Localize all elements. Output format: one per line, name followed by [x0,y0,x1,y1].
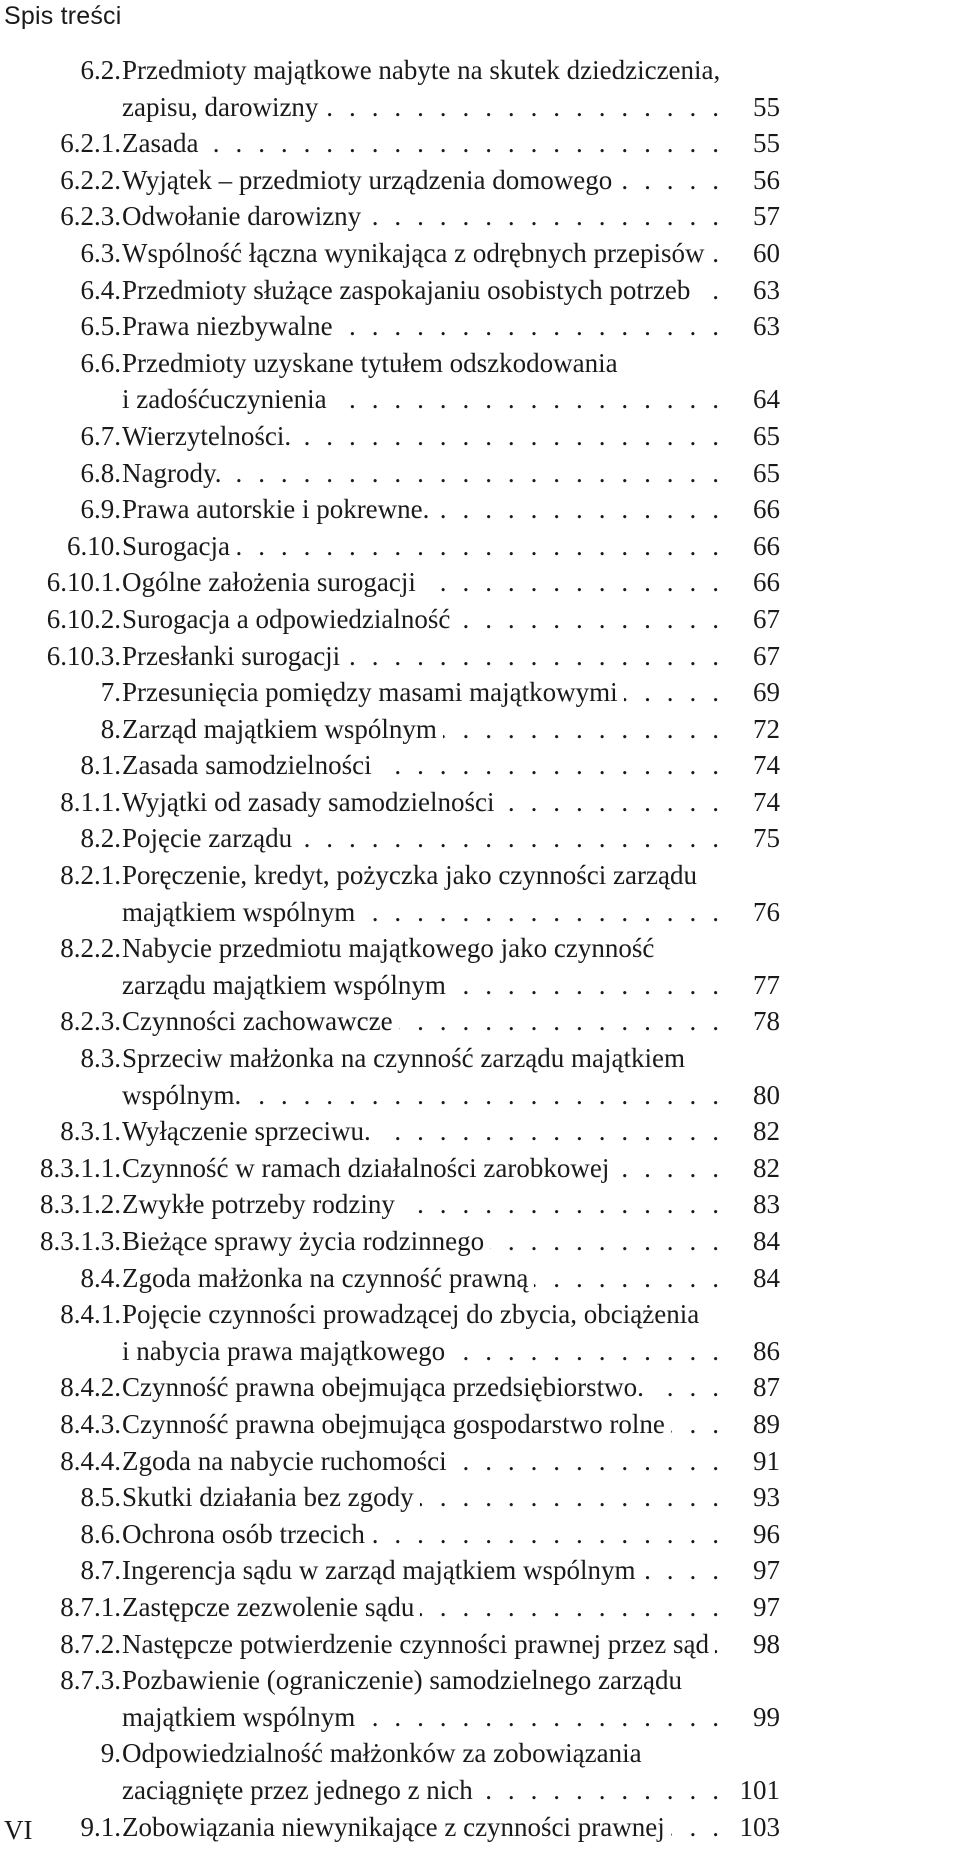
toc-entry-title: i zadośćuczynienia [122,384,333,414]
toc-entry[interactable] [0,1150,960,1187]
toc-entry-number: 8.4.1. [60,1299,121,1330]
toc-entry-number: 8.6. [80,1518,121,1549]
toc-entry-title: Wyłączenie sprzeciwu. [122,1116,377,1146]
toc-entry-page: 97 [753,1591,780,1622]
toc-entry[interactable] [0,1626,960,1663]
toc-entry-title: Wierzytelności. [122,421,297,451]
toc-entry-number: 8.4.3. [60,1408,121,1439]
toc-entry-number: 8. [100,713,121,744]
toc-entry[interactable] [0,857,960,930]
toc-entry-number: 8.3.1.2. [40,1189,121,1220]
toc-entry-number: 8.3.1. [60,1116,121,1147]
toc-entry-title: Odwołanie darowizny [122,201,367,231]
toc-entry-title: Czynność prawna obejmująca gospodarstwo rolne [122,1409,671,1439]
toc-entry-number: 6.7. [80,420,121,451]
toc-entry[interactable] [0,638,960,675]
toc-entry-title: wspólnym. [122,1080,247,1110]
toc-entry-page: 93 [753,1482,780,1513]
page-number: VI [4,1815,33,1845]
toc-entry-title: Zobowiązania niewynikające z czynności prawnej [122,1812,671,1842]
toc-entry-title: Ochrona osób trzecich [122,1519,371,1549]
toc-entry-title: Czynność w ramach działalności zarobkowej [122,1153,615,1183]
toc-entry-title: Zasada [122,128,204,158]
toc-entry-number: 8.7.3. [60,1665,121,1696]
toc-entry-title: Przedmioty majątkowe nabyte na skutek dziedziczenia, [122,55,726,85]
toc-entry-page: 78 [753,1006,780,1037]
toc-entry-title: i nabycia prawa majątkowego [122,1336,451,1366]
toc-entry-title: Odpowiedzialność małżonków za zobowiązania [122,1738,648,1768]
toc-entry[interactable] [0,1223,960,1260]
toc-entry-number: 8.3.1.1. [40,1152,121,1183]
toc-entry-title: Przesłanki surogacji [122,641,346,671]
toc-entry-number: 6.3. [80,237,121,268]
toc-entry-page: 65 [753,457,780,488]
toc-entry[interactable] [0,1406,960,1443]
toc-entry[interactable] [0,1735,960,1808]
toc-entry-number: 8.7.2. [60,1628,121,1659]
toc-entry-number: 6.10.1. [46,567,121,598]
toc-entry-title: zaciągnięte przez jednego z nich [122,1775,479,1805]
toc-entry-title: Surogacja [122,531,236,561]
toc-entry-number: 9.1. [80,1811,121,1842]
toc-entry[interactable] [0,52,960,125]
toc-entry-title: Przesunięcia pomiędzy masami majątkowymi [122,677,624,707]
toc-entry[interactable] [0,1113,960,1150]
toc-entry-number: 8.5. [80,1482,121,1513]
toc-entry-title: Nagrody. [122,458,227,488]
toc-entry[interactable] [0,1479,960,1516]
toc-entry[interactable] [0,674,960,711]
toc-entry-number: 7. [100,677,121,708]
toc-entry-number: 8.7. [80,1555,121,1586]
toc-entry-page: 66 [753,530,780,561]
table-of-contents [0,52,960,1845]
toc-entry-title: Czynność prawna obejmująca przedsiębiorstwo. [122,1372,650,1402]
toc-entry[interactable] [0,272,960,309]
toc-entry-page: 84 [753,1262,780,1293]
toc-entry-page: 97 [753,1555,780,1586]
toc-entry-number: 6.2.1. [60,128,121,159]
toc-entry-number: 8.3.1.3. [40,1226,121,1256]
toc-entry[interactable] [0,930,960,1003]
toc-entry-page: 63 [753,311,780,342]
toc-entry-number: 6.4. [80,274,121,305]
toc-entry-number: 6.2.2. [60,164,121,195]
toc-entry-title: Pozbawienie (ograniczenie) samodzielnego zarządu [122,1665,688,1695]
toc-entry-page: 84 [753,1226,780,1256]
toc-entry-page: 64 [753,384,780,415]
toc-entry[interactable] [0,1552,960,1589]
toc-entry[interactable] [0,491,960,528]
toc-entry[interactable] [0,747,960,784]
toc-entry-number: 6.2.3. [60,201,121,232]
toc-entry-number: 6.10.2. [46,603,121,634]
toc-entry-number: 6.10. [67,530,121,561]
toc-entry-page: 67 [753,640,780,671]
toc-entry-number: 6.6. [80,347,121,378]
toc-entry-page: 103 [739,1811,780,1842]
toc-entry-number: 6.2. [80,55,121,85]
toc-entry-page: 83 [753,1189,780,1220]
toc-entry-title: majątkiem wspólnym [122,1702,361,1732]
toc-entry[interactable] [0,162,960,199]
toc-entry-title: Pojęcie czynności prowadzącej do zbycia, obciążenia [122,1299,705,1329]
toc-entry-number: 8.7.1. [60,1591,121,1622]
toc-entry[interactable] [0,198,960,235]
toc-entry-page: 72 [753,713,780,744]
toc-entry-page: 82 [753,1152,780,1183]
toc-entry-title: Surogacja a odpowiedzialność [122,604,456,634]
toc-entry-title: Ingerencja sądu w zarząd majątkiem wspólnym [122,1555,642,1585]
toc-entry[interactable] [0,1809,960,1846]
toc-entry-page: 66 [753,567,780,598]
toc-entry-title: Zgoda małżonka na czynność prawną [122,1263,534,1293]
toc-entry-page: 77 [753,969,780,1000]
toc-entry-number: 8.2.1. [60,860,121,891]
toc-entry-title: Zarząd majątkiem wspólnym [122,714,443,744]
page-header: Spis treści [4,2,122,30]
toc-entry-page: 75 [753,823,780,854]
toc-entry-title: Wyjątki od zasady samodzielności [122,787,501,817]
toc-entry-title: Poręczenie, kredyt, pożyczka jako czynności zarządu [122,860,703,890]
toc-entry-title: Prawa autorskie i pokrewne. [122,494,435,524]
toc-entry[interactable] [0,1003,960,1040]
toc-entry[interactable] [0,418,960,455]
toc-entry-number: 8.4.2. [60,1372,121,1403]
toc-entry-number: 6.9. [80,494,121,525]
toc-entry-page: 89 [753,1408,780,1439]
toc-entry-title: Nabycie przedmiotu majątkowego jako czynność [122,933,660,963]
toc-entry-page: 56 [753,164,780,195]
toc-entry-number: 8.4.4. [60,1445,121,1476]
toc-entry[interactable] [0,1589,960,1626]
toc-entry-page: 74 [753,786,780,817]
toc-entry[interactable] [0,820,960,857]
toc-entry[interactable] [0,711,960,748]
toc-entry-page: 55 [753,91,780,122]
toc-entry-title: Zasada samodzielności [122,750,378,780]
toc-entry-page: 82 [753,1116,780,1147]
toc-entry-title: Wyjątek – przedmioty urządzenia domowego [122,165,618,195]
toc-entry-title: majątkiem wspólnym [122,897,361,927]
toc-entry[interactable] [0,1369,960,1406]
toc-entry-title: Zgoda na nabycie ruchomości [122,1446,453,1476]
toc-entry-page: 66 [753,494,780,525]
toc-entry-title: zapisu, darowizny [122,92,324,122]
toc-entry-number: 8.1. [80,750,121,781]
toc-entry-title: Wspólność łączna wynikająca z odrębnych przepisów [122,238,711,268]
toc-entry-page: 98 [753,1628,780,1659]
toc-entry[interactable] [0,1186,960,1223]
toc-entry-title: Zwykłe potrzeby rodziny [122,1189,401,1219]
toc-entry-title: Ogólne założenia surogacji [122,567,422,597]
toc-entry-title: Skutki działania bez zgody [122,1482,420,1512]
toc-entry-number: 8.2. [80,823,121,854]
toc-entry[interactable] [0,345,960,418]
toc-entry-number: 9. [100,1738,121,1769]
toc-entry-number: 8.4. [80,1262,121,1293]
toc-entry-page: 76 [753,896,780,927]
toc-entry-page: 69 [753,677,780,708]
toc-entry-number: 6.5. [80,311,121,342]
toc-entry[interactable] [0,1040,960,1113]
toc-entry-page: 101 [739,1774,780,1805]
toc-entry[interactable] [0,125,960,162]
toc-entry-number: 8.2.3. [60,1006,121,1037]
toc-entry-page: 65 [753,420,780,451]
toc-entry-title: Sprzeciw małżonka na czynność zarządu majątkiem [122,1043,691,1073]
toc-entry-page: 86 [753,1335,780,1366]
toc-entry-page: 57 [753,201,780,232]
toc-entry[interactable] [0,564,960,601]
toc-entry-title: Zastępcze zezwolenie sądu [122,1592,420,1622]
toc-entry[interactable] [0,1260,960,1297]
toc-entry-page: 87 [753,1372,780,1403]
toc-entry[interactable] [0,784,960,821]
toc-entry[interactable] [0,235,960,272]
toc-entry[interactable] [0,308,960,345]
toc-entry[interactable] [0,1662,960,1735]
toc-entry-title: Przedmioty uzyskane tytułem odszkodowania [122,348,624,378]
toc-entry-title: Przedmioty służące zaspokajaniu osobistych potrzeb [122,275,696,305]
toc-entry-page: 80 [753,1079,780,1110]
toc-entry-title: zarządu majątkiem wspólnym [122,970,452,1000]
toc-entry[interactable] [0,1516,960,1553]
toc-entry-page: 91 [753,1445,780,1476]
toc-entry-title: Pojęcie zarządu [122,823,298,853]
toc-entry-page: 55 [753,128,780,159]
toc-entry-number: 8.2.2. [60,933,121,964]
toc-entry-number: 6.10.3. [46,640,121,671]
toc-entry-page: 96 [753,1518,780,1549]
toc-entry-number: 8.1.1. [60,786,121,817]
toc-entry[interactable] [0,1296,960,1369]
toc-entry-title: Następcze potwierdzenie czynności prawnej przez sąd [122,1629,715,1659]
toc-entry[interactable] [0,528,960,565]
toc-entry-title: Czynności zachowawcze [122,1006,399,1036]
toc-entry-number: 6.8. [80,457,121,488]
toc-entry-page: 63 [753,274,780,305]
toc-entry-page: 60 [753,237,780,268]
toc-entry-page: 67 [753,603,780,634]
toc-entry-title: Prawa niezbywalne [122,311,339,341]
toc-entry-title: Bieżące sprawy życia rodzinnego [122,1226,490,1256]
toc-entry[interactable] [0,601,960,638]
toc-entry-page: 74 [753,750,780,781]
toc-entry[interactable] [0,455,960,492]
toc-entry-page: 99 [753,1701,780,1732]
toc-entry-number: 8.3. [80,1043,121,1074]
toc-entry[interactable] [0,1443,960,1480]
